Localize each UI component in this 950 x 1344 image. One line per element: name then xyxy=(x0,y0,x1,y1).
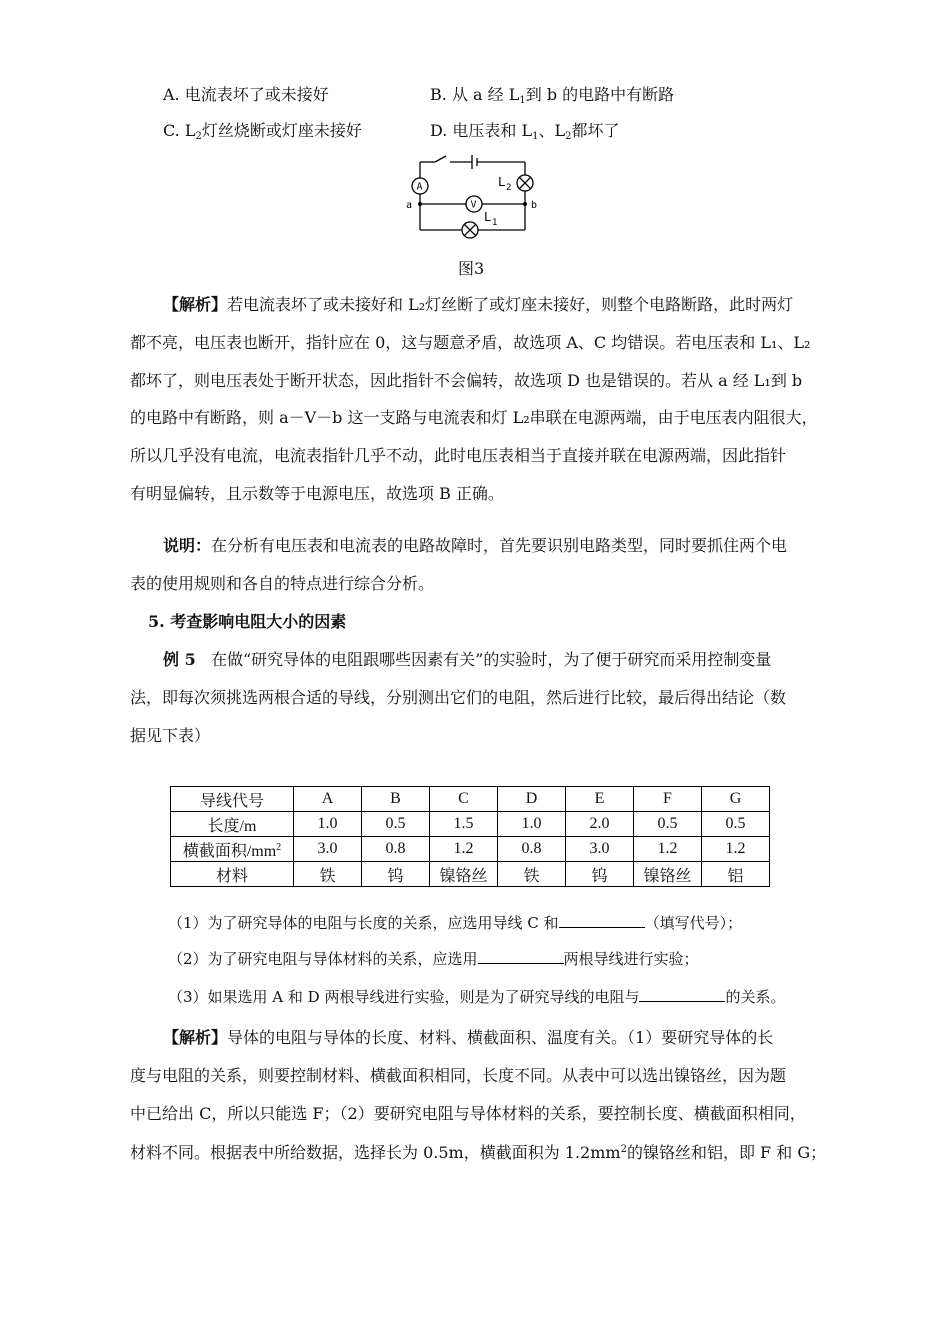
table-cell: 1.2 xyxy=(634,837,702,862)
figure-caption: 图3 xyxy=(458,259,485,278)
note-line2: 表的使用规则和各自的特点进行综合分析。 xyxy=(130,574,435,593)
analysis1-line4: 的电路中有断路，则 a－V－b 这一支路与电流表和灯 L₂串联在电源两端，由于电压表内阻很大， xyxy=(130,408,818,427)
table-cell: 1.2 xyxy=(430,837,498,862)
example5-line3: 据见下表） xyxy=(130,726,211,745)
table-cell: 1.0 xyxy=(498,812,566,837)
table-cell: 0.5 xyxy=(362,812,430,837)
analysis2-line2: 度与电阻的关系，则要控制材料、横截面积相同，长度不同。从表中可以选出镍铬丝，因为题 xyxy=(130,1066,787,1085)
table-cell: 3.0 xyxy=(566,837,634,862)
table-cell: 1.5 xyxy=(430,812,498,837)
row-header: 材料 xyxy=(171,862,294,887)
table-cell: 镍铬丝 xyxy=(634,862,702,887)
section-heading: 5. 考查影响电阻大小的因素 xyxy=(148,612,347,631)
analysis1-line5: 所以几乎没有电流，电流表指针几乎不动，此时电压表相当于直接并联在电源两端，因此指针 xyxy=(130,446,787,465)
question-1: （1）为了研究导体的电阻与长度的关系，应选用导线 C 和 （填写代号）； xyxy=(168,914,743,932)
table-cell: G xyxy=(702,787,770,812)
table-cell: 铝 xyxy=(702,862,770,887)
example5-line2: 法，即每次须挑选两根合适的导线，分别测出它们的电阻，然后进行比较，最后得出结论（数 xyxy=(130,688,787,707)
svg-text:1: 1 xyxy=(492,218,498,228)
node-a-label: a xyxy=(406,200,413,211)
table-cell: 3.0 xyxy=(294,837,362,862)
table-row xyxy=(171,837,770,862)
row-header: 导线代号 xyxy=(171,787,294,812)
voltmeter-label: V xyxy=(470,199,477,211)
table-cell: A xyxy=(294,787,362,812)
table-cell: E xyxy=(566,787,634,812)
analysis1-line3: 都坏了，则电压表处于断开状态，因此指针不会偏转，故选项 D 也是错误的。若从 a 经 L₁到 b xyxy=(130,371,803,390)
table-cell: 2.0 xyxy=(566,812,634,837)
analysis1-line6: 有明显偏转，且示数等于电源电压，故选项 B 正确。 xyxy=(130,484,504,503)
table-cell: 铁 xyxy=(498,862,566,887)
table-cell: 1.2 xyxy=(702,837,770,862)
question-2: （2）为了研究电阻与导体材料的关系，应选用 两根导线进行实验； xyxy=(168,950,699,968)
table-cell: 铁 xyxy=(294,862,362,887)
analysis2-line1: 【解析】导体的电阻与导体的长度、材料、横截面积、温度有关。（1）要研究导体的长 xyxy=(163,1028,774,1047)
note-line1: 说明：在分析有电压表和电流表的电路故障时，首先要识别电路类型，同时要抓住两个电 xyxy=(163,536,788,555)
table-cell: B xyxy=(362,787,430,812)
table-cell: 0.8 xyxy=(498,837,566,862)
row-header: 横截面积$/mm^2$ xyxy=(171,837,294,862)
circuit-diagram xyxy=(400,150,550,245)
option-a: A. 电流表坏了或未接好 xyxy=(163,85,329,104)
example5-line1: 例 5 在做“研究导体的电阻跟哪些因素有关”的实验时，为了便于研究而采用控制变量 xyxy=(163,650,772,669)
option-d: D. 电压表和 $L_1$、$L_2$都坏了 xyxy=(430,121,620,142)
analysis1-line1: 【解析】若电流表坏了或未接好和 L₂灯丝断了或灯座未接好，则整个电路断路，此时两灯 xyxy=(163,295,794,314)
table-cell: D xyxy=(498,787,566,812)
option-b: B. 从 a 经 $L_1$到 b 的电路中有断路 xyxy=(430,85,675,106)
ammeter-label: A xyxy=(416,181,423,193)
table-cell: 0.5 xyxy=(634,812,702,837)
table-cell: 0.8 xyxy=(362,837,430,862)
table-row xyxy=(171,862,770,887)
svg-text:L: L xyxy=(484,210,492,224)
table-row xyxy=(171,812,770,837)
row-header: 长度/m xyxy=(171,812,294,837)
table-cell: 钨 xyxy=(362,862,430,887)
table-row xyxy=(171,787,770,812)
table-cell: F xyxy=(634,787,702,812)
analysis1-line2: 都不亮，电压表也断开，指针应在 0，这与题意矛盾，故选项 A、C 均错误。若电压表和 L₁、L₂ xyxy=(130,333,811,352)
analysis2-line3: 中已给出 C，所以只能选 F；（2）要研究电阻与导体材料的关系，要控制长度、横截面积相同， xyxy=(130,1104,806,1123)
analysis2-line4: 材料不同。根据表中所给数据，选择长为 0.5m，横截面积为 $1.2mm^2$的镍铬丝和铝，即 F 和 G； xyxy=(130,1143,827,1162)
svg-text:2: 2 xyxy=(506,183,512,193)
table-cell: 钨 xyxy=(566,862,634,887)
svg-text:L: L xyxy=(498,175,506,189)
wire-data-table xyxy=(170,786,770,887)
question-3: （3）如果选用 A 和 D 两根导线进行实验，则是为了研究导线的电阻与 的关系。 xyxy=(168,988,786,1006)
table-cell: 1.0 xyxy=(294,812,362,837)
table-cell: C xyxy=(430,787,498,812)
node-b-label: b xyxy=(531,200,538,211)
option-c: C. $L_2$灯丝烧断或灯座未接好 xyxy=(163,121,362,142)
table-cell: 0.5 xyxy=(702,812,770,837)
table-cell: 镍铬丝 xyxy=(430,862,498,887)
